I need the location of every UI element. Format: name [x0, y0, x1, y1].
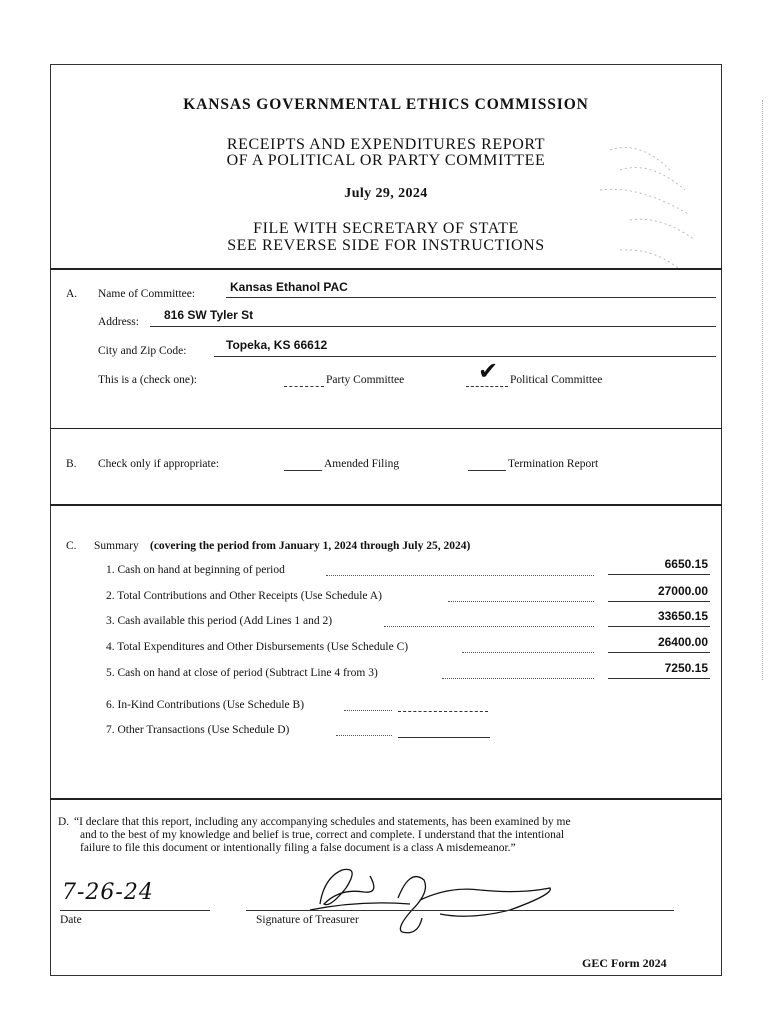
declaration-line-2: and to the best of my knowledge and belief is true, correct and complete. I understand that the intentional: [80, 829, 565, 841]
scan-edge-mark: [762, 100, 763, 680]
city-zip-line: [214, 356, 716, 357]
faint-stamp-mark: [600, 130, 710, 290]
summary-line-5-label: 5. Cash on hand at close of period (Subtract Line 4 from 3): [106, 667, 378, 679]
form-id: GEC Form 2024: [582, 956, 667, 970]
summary-line-4-underline: [608, 652, 710, 653]
signature-label: Signature of Treasurer: [256, 914, 359, 926]
summary-line-2-value: 27000.00: [657, 584, 708, 598]
summary-line-2-underline: [608, 601, 710, 602]
committee-name-label: Name of Committee:: [98, 288, 196, 300]
party-checkbox-line[interactable]: [284, 386, 324, 387]
committee-name-line: [226, 297, 716, 298]
leader-dots: [326, 575, 594, 576]
summary-line-3-label: 3. Cash available this period (Add Lines 1 and 2): [106, 615, 333, 627]
section-a-letter: A.: [66, 288, 78, 300]
summary-line-5-underline: [608, 678, 710, 679]
amended-filing-label: Amended Filing: [324, 458, 400, 470]
address-label: Address:: [98, 316, 139, 328]
political-check-mark: ✔: [478, 357, 499, 385]
file-instructions-line1: FILE WITH SECRETARY OF STATE: [253, 220, 519, 237]
summary-line-4-value: 26400.00: [657, 635, 708, 649]
date-line: [60, 910, 210, 911]
signature-line: [246, 910, 674, 911]
termination-checkbox-line[interactable]: [468, 470, 506, 471]
city-zip-label: City and Zip Code:: [98, 345, 187, 357]
summary-line-5-value: 7250.15: [664, 661, 708, 675]
section-b-letter: B.: [66, 458, 77, 470]
summary-period: (covering the period from January 1, 2024 through July 25, 2024): [150, 540, 471, 552]
summary-line-4-label: 4. Total Expenditures and Other Disbursements (Use Schedule C): [106, 641, 409, 653]
summary-line-6-label: 6. In-Kind Contributions (Use Schedule B): [106, 699, 305, 711]
summary-line-7-label: 7. Other Transactions (Use Schedule D): [106, 724, 290, 736]
political-committee-label: Political Committee: [510, 374, 603, 386]
address-line: [150, 326, 716, 327]
handwritten-date: 7-26-24: [62, 880, 154, 905]
termination-report-label: Termination Report: [508, 458, 599, 470]
summary-line-6-underline: [398, 711, 488, 712]
summary-line-1-label: 1. Cash on hand at beginning of period: [106, 564, 285, 576]
political-checkbox-line[interactable]: [466, 386, 508, 387]
divider-b: [50, 504, 722, 506]
file-instructions-line2: SEE REVERSE SIDE FOR INSTRUCTIONS: [227, 237, 545, 254]
amended-checkbox-line[interactable]: [284, 470, 322, 471]
summary-line-2-label: 2. Total Contributions and Other Receipts (Use Schedule A): [106, 590, 382, 602]
summary-line-3-value: 33650.15: [657, 609, 708, 623]
treasurer-signature: [300, 858, 560, 938]
leader-dots: [336, 735, 392, 736]
divider-a: [50, 428, 722, 429]
check-if-appropriate-label: Check only if appropriate:: [98, 458, 220, 470]
divider-header: [50, 268, 722, 270]
address-value: 816 SW Tyler St: [164, 308, 254, 322]
summary-line-7-underline: [398, 737, 490, 738]
leader-dots: [462, 652, 594, 653]
report-title-line1: RECEIPTS AND EXPENDITURES REPORT: [226, 136, 546, 153]
section-d-letter: D.: [58, 816, 70, 828]
check-one-label: This is a (check one):: [98, 374, 197, 386]
leader-dots: [448, 601, 594, 602]
declaration-line-1: “I declare that this report, including any accompanying schedules and statements, has been examined by me: [74, 816, 571, 828]
summary-line-3-underline: [608, 626, 710, 627]
section-c-letter: C.: [66, 540, 77, 552]
report-date: July 29, 2024: [344, 186, 428, 201]
leader-dots: [384, 626, 594, 627]
committee-name-value: Kansas Ethanol PAC: [230, 280, 348, 294]
party-committee-label: Party Committee: [326, 374, 405, 386]
report-title-line2: OF A POLITICAL OR PARTY COMMITTEE: [226, 152, 546, 169]
city-zip-value: Topeka, KS 66612: [226, 338, 328, 352]
summary-label: Summary: [94, 540, 139, 552]
date-label: Date: [60, 914, 82, 926]
leader-dots: [344, 710, 392, 711]
commission-title: KANSAS GOVERNMENTAL ETHICS COMMISSION: [183, 96, 589, 113]
declaration-line-3: failure to file this document or intentionally filing a false document is a class A misdemeanor.”: [80, 842, 516, 854]
divider-c: [50, 798, 722, 800]
leader-dots: [442, 678, 594, 679]
summary-line-1-value: 6650.15: [664, 557, 708, 571]
summary-line-1-underline: [608, 574, 710, 575]
